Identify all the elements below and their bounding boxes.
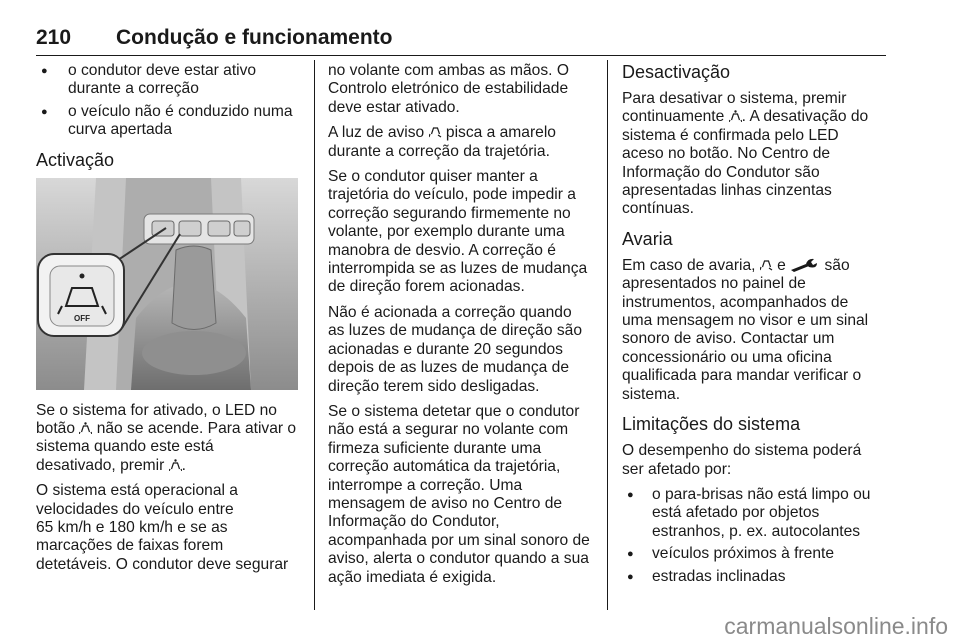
list-item: ● o para-brisas não está limpo ou está afetado por objetos estranhos, p. ex. autocolantes [622, 486, 888, 541]
chapter-title: Condução e funcionamento [116, 26, 393, 49]
lane-keep-button-icon [169, 459, 182, 471]
lane-keep-button-icon [729, 110, 742, 122]
paragraph [622, 257, 888, 404]
column-divider-1 [314, 60, 315, 610]
paragraph: Não é acionada a correção quando as luzes de mudança de direção são acionadas e durante 20 segundos depois de as luzes de mudança de direção terem sido desligadas. [328, 303, 582, 395]
section-heading-avaria: Avaria [622, 228, 673, 249]
text-run: Se o sistema for ativado, o LED no botão [36, 401, 277, 438]
paragraph: no volante com ambas as mãos. O Controlo eletrónico de estabilidade deve estar ativado. [328, 62, 569, 116]
paragraph: O sistema está operacional a velocidades do veículo entre 65 km/h e 180 km/h e se as marcações de faixas forem detetáveis. O condutor deve segurar [36, 482, 289, 573]
bullet-list-limitations [622, 486, 888, 586]
text-run: . A desativação do sistema é confirmada pelo LED aceso no botão. No Centro de Informação do Condutor são apresentadas linhas cinzentas contínuas. [622, 108, 869, 218]
list-item: ● estradas inclinadas [622, 568, 888, 586]
bullet-list-conditions [36, 62, 302, 140]
header-rule [36, 55, 886, 56]
page-header [36, 26, 886, 56]
column-2 [328, 62, 594, 594]
text-run: não se acende. Para ativar o sistema quando este está desativado, premir [36, 420, 297, 474]
off-label: OFF [74, 313, 90, 323]
section-heading-activacao: Activação [36, 149, 115, 170]
paragraph: O desempenho do sistema poderá ser afetado por: [622, 442, 862, 478]
column-1 [36, 62, 302, 581]
section-heading-limitacoes: Limitações do sistema [622, 414, 801, 435]
column-divider-2 [607, 60, 608, 610]
text-run: A luz de aviso [328, 124, 429, 142]
text-run: são apresentados no painel de instrumentos, acompanhados de uma mensagem no visor e um sinal sonoro de aviso. Contactar um concessionário ou uma oficina qualificada para mandar verificar o sistema. [622, 256, 869, 403]
list-item: ● o veículo não é conduzido numa curva apertada [36, 103, 302, 140]
paragraph [36, 402, 302, 476]
column-3 [622, 62, 888, 592]
text-run: pisca a amarelo durante a correção da trajetória. [328, 124, 556, 160]
lane-keep-warning-icon [429, 126, 442, 138]
page-number: 210 [36, 26, 72, 49]
console-button-photo [36, 178, 298, 390]
paragraph [622, 90, 888, 219]
paragraph: Se o condutor quiser manter a trajetória do veículo, pode impedir a correção segurando firmemente no volante, por exemplo durante uma manobra de desvio. A correção é interrompida se as luzes de mudança de direção forem acionadas. [328, 168, 588, 296]
list-item: ● veículos próximos à frente [622, 545, 888, 563]
list-item: ● o condutor deve estar ativo durante a correção [36, 62, 302, 99]
text-run: . [181, 456, 186, 474]
section-heading-desactivacao: Desactivação [622, 62, 731, 82]
text-run: e [772, 256, 791, 274]
lane-keep-warning-icon [760, 259, 773, 271]
paragraph: Se o sistema detetar que o condutor não está a segurar no volante com firmeza suficiente durante uma correção automática da trajetória, interrompe a correção. Uma mensagem de aviso no Centro de Informação do Condutor, acompanhada por um sinal sonoro de aviso, alerta o condutor quando a sua ação imediata é exigida. [328, 402, 590, 586]
watermark: carmanualsonline.info [724, 613, 948, 639]
lane-keep-button-icon [79, 422, 92, 434]
text-run: Para desativar o sistema, premir continuamente [622, 90, 847, 126]
text-run: Em caso de avaria, [622, 256, 760, 274]
wrench-icon [790, 258, 820, 272]
paragraph [328, 124, 594, 161]
